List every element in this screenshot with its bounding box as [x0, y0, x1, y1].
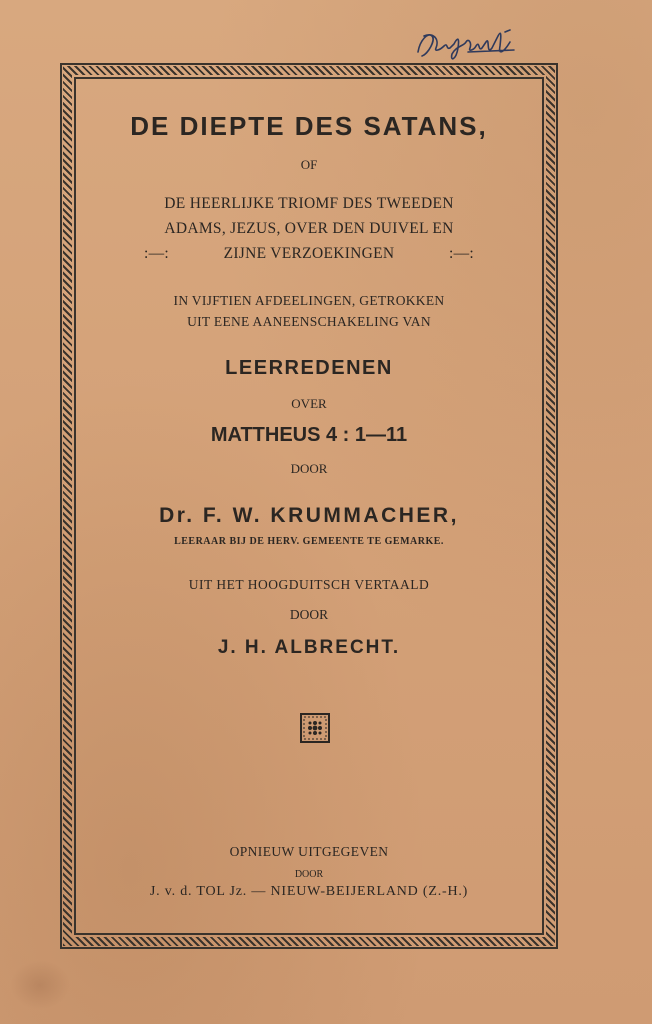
by-label-publisher: DOOR	[294, 869, 324, 880]
subtitle-line-2: ADAMS, JEZUS, OVER DEN DUIVEL EN	[164, 220, 454, 237]
paper-stain	[10, 960, 70, 1010]
translator-name: J. H. ALBRECHT.	[217, 637, 401, 658]
handwritten-signature	[410, 22, 525, 67]
subtitle-line-1: DE HEERLIJKE TRIOMF DES TWEEDEN	[164, 195, 454, 212]
sermons-heading: LEERREDENEN	[225, 357, 393, 379]
division-line-1: IN VIJFTIEN AFDEELINGEN, GETROKKEN	[173, 293, 445, 308]
division-line-2: UIT EENE AANEENSCHAKELING VAN	[187, 314, 431, 329]
author-role: LEERAAR BIJ DE HERV. GEMEENTE TE GEMARKE.	[174, 536, 444, 547]
book-title: DE DIEPTE DES SATANS,	[130, 111, 488, 141]
by-label-author: DOOR	[290, 461, 328, 476]
subtitle-line-3-text: ZIJNE VERZOEKINGEN	[223, 245, 395, 262]
scripture-reference: MATTHEUS 4 : 1—11	[210, 424, 408, 446]
author-name: Dr. F. W. KRUMMACHER,	[159, 504, 459, 527]
republished-note: OPNIEUW UITGEGEVEN	[229, 844, 389, 859]
or-conjunction: OF	[300, 157, 318, 172]
title-page-content	[76, 79, 542, 933]
by-label-translator: DOOR	[289, 607, 329, 622]
subtitle-ornament-right: :—:	[448, 245, 474, 262]
translation-note: UIT HET HOOGDUITSCH VERTAALD	[188, 577, 430, 592]
over-label: OVER	[291, 396, 327, 411]
subtitle-ornament-left: :—:	[144, 245, 170, 262]
subtitle-line-3	[76, 245, 542, 263]
publisher-line: J. v. d. TOL Jz. — NIEUW-BEIJERLAND (Z.-H.)	[149, 884, 469, 899]
floral-ornament-icon	[299, 712, 331, 744]
